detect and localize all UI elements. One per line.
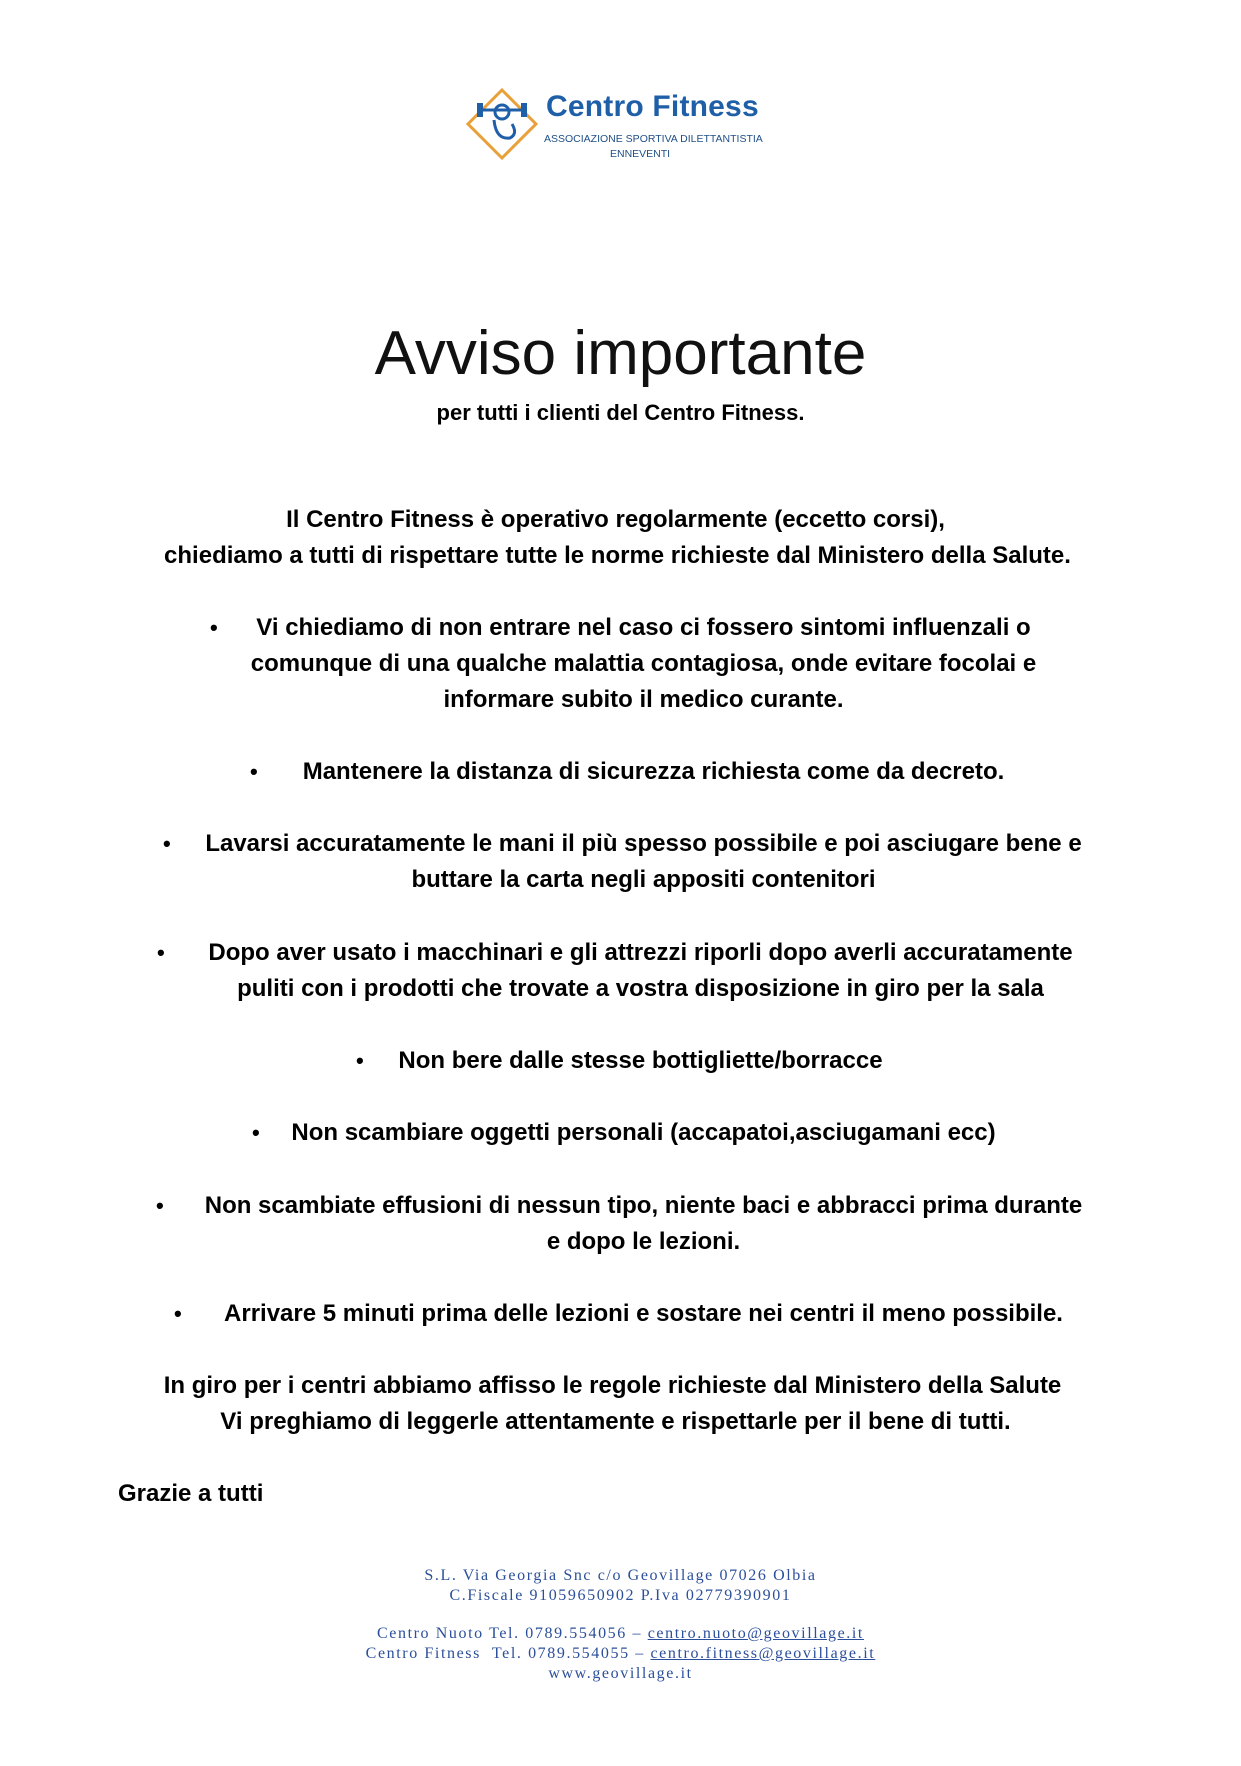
page-title: Avviso importante: [374, 319, 867, 388]
rule-1-line-2: comunque di una qualche malattia contagiosa, onde evitare focolai e: [250, 650, 1037, 677]
nuoto-email-link[interactable]: centro.nuoto@geovillage.it: [647, 1625, 864, 1642]
thanks-text: Grazie a tutti: [118, 1480, 264, 1507]
bullet-icon: •: [156, 1193, 164, 1218]
fitness-logo-icon: [466, 88, 538, 160]
page-subtitle: per tutti i clienti del Centro Fitness.: [436, 400, 805, 425]
rule-4-line-1: Dopo aver usato i macchinari e gli attrezzi riporli dopo averli accuratamente: [208, 939, 1073, 966]
rule-1-line-1: Vi chiediamo di non entrare nel caso ci fossero sintomi influenzali o: [256, 614, 1031, 641]
closing-line-1: In giro per i centri abbiamo affisso le regole richieste dal Ministero della Salute: [163, 1372, 1062, 1399]
rule-3-line-1: Lavarsi accuratamente le mani il più spesso possibile e poi asciugare bene e: [205, 830, 1082, 857]
intro-line-2: chiediamo a tutti di rispettare tutte le norme richieste dal Ministero della Salute.: [164, 542, 1071, 569]
fitness-email-link[interactable]: centro.fitness@geovillage.it: [650, 1645, 876, 1662]
rule-7-line-1: Non scambiate effusioni di nessun tipo, niente baci e abbracci prima durante: [204, 1192, 1083, 1219]
bullet-icon: •: [163, 831, 171, 856]
rule-8-line-1: Arrivare 5 minuti prima delle lezioni e sostare nei centri il meno possibile.: [224, 1300, 1063, 1327]
footer-fiscal: C.Fiscale 91059650902 P.Iva 02779390901: [449, 1587, 792, 1604]
footer-fitness-label: Centro Fitness Tel. 0789.554055 –: [365, 1645, 651, 1662]
footer: [0, 1566, 1241, 1684]
rule-5-line-1: Non bere dalle stesse bottigliette/borracce: [398, 1047, 883, 1074]
bullet-icon: •: [250, 759, 258, 784]
logo-subtitle-2: ENNEVENTI: [610, 148, 671, 160]
rule-2-line-1: Mantenere la distanza di sicurezza richiesta come da decreto.: [302, 758, 1005, 785]
bullet-icon: •: [157, 940, 165, 965]
bullet-icon: •: [252, 1120, 260, 1145]
bullet-icon: •: [356, 1048, 364, 1073]
footer-address: S.L. Via Georgia Snc c/o Geovillage 07026 Olbia: [424, 1567, 817, 1584]
logo: [466, 88, 766, 168]
rule-6-line-1: Non scambiare oggetti personali (accapatoi,asciugamani ecc): [291, 1119, 996, 1146]
logo-title: Centro Fitness: [546, 90, 759, 123]
rule-3-line-2: buttare la carta negli appositi contenitori: [411, 866, 876, 893]
footer-fitness: [0, 1644, 1241, 1664]
footer-nuoto-label: Centro Nuoto Tel. 0789.554056 –: [377, 1625, 648, 1642]
logo-subtitle: ASSOCIAZIONE SPORTIVA DILETTANTISTIA: [544, 133, 763, 145]
footer-nuoto: [0, 1624, 1241, 1644]
website-link[interactable]: www.geovillage.it: [548, 1665, 693, 1682]
bullet-icon: •: [210, 615, 218, 640]
closing-line-2: Vi preghiamo di leggerle attentamente e rispettarle per il bene di tutti.: [220, 1408, 1011, 1435]
intro-line-1: Il Centro Fitness è operativo regolarmente (eccetto corsi),: [286, 506, 945, 533]
bullet-icon: •: [174, 1301, 182, 1326]
rule-4-line-2: puliti con i prodotti che trovate a vostra disposizione in giro per la sala: [237, 975, 1044, 1002]
rule-7-line-2: e dopo le lezioni.: [546, 1228, 741, 1255]
rule-1-line-3: informare subito il medico curante.: [443, 686, 844, 713]
